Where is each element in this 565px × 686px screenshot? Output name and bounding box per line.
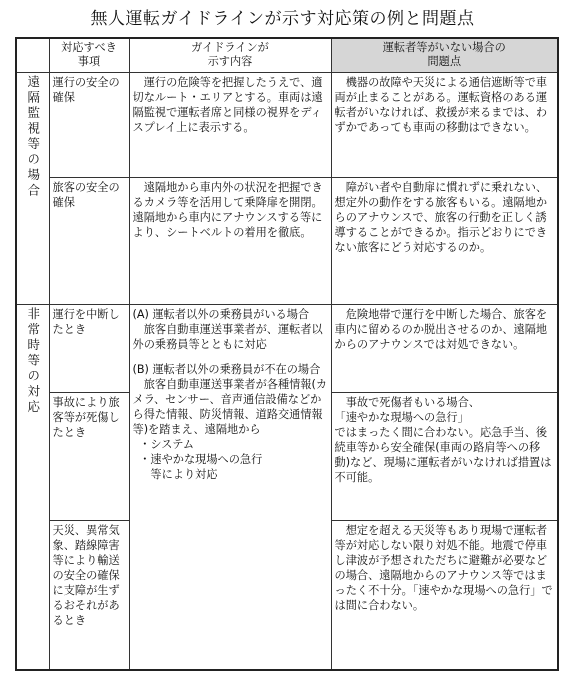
table-row xyxy=(16,304,558,392)
problem-cell: 想定を超える天災等もあり現場で運転者等が対応しない限り対処不能。地震で停車し津波が予想されただちに避難が必要などの場合、遠隔地からのアナウンス等ではまったく不十分。「速やかな現場への急行」では間に合わない。 xyxy=(331,520,558,670)
header-guideline: ガイドラインが 示す内容 xyxy=(129,38,331,72)
guideline-cell: (A) 運転者以外の乗務員がいる場合 旅客自動車運送事業者が、運転者以外の乗務員等とともに対応 (B) 運転者以外の乗務員が不在の場合 旅客自動車運送事業者が各種情報(カメラ、センサー、音声通信設備などから得た情報、防災情報、道路交通情報等)を踏まえ、遠隔地から ・システム ・速やかな現場への急行 等により対応 xyxy=(129,304,331,670)
item-cell: 天災、異常気象、踏線障害等により輸送の安全の確保に支障が生ずるおそれがあるとき xyxy=(49,520,129,670)
table-row xyxy=(16,72,558,177)
header-corner xyxy=(16,38,49,72)
item-cell: 旅客の安全の確保 xyxy=(49,177,129,304)
header-row xyxy=(16,38,558,72)
countermeasure-table xyxy=(15,37,559,671)
table-row xyxy=(16,177,558,304)
item-cell: 事故により旅客等が死傷したとき xyxy=(49,392,129,520)
category-remote: 遠隔監視等の場合 xyxy=(16,72,49,304)
problem-cell: 機器の故障や天災による通信遮断等で車両が止まることがある。運転資格のある運転者がいなければ、救援が来るまでは、わずかであっても車両の移動はできない。 xyxy=(331,72,558,177)
problem-cell: 事故で死傷者もいる場合、 「速やかな現場への急行」 ではまったく間に合わない。応急手当、後続車等から安全確保(車両の路肩等への移動)など、現場に運転者がいなければ措置は不可能。 xyxy=(331,392,558,520)
item-cell: 運行の安全の確保 xyxy=(49,72,129,177)
guideline-cell: 運行の危険等を把握したうえで、適切なルート・エリアとする。車両は遠隔監視で運転者席と同様の視界をディスプレイ上に表示する。 xyxy=(129,72,331,177)
problem-cell: 危険地帯で運行を中断した場合、旅客を車内に留めるのか脱出させるのか、遠隔地からのアナウンスでは対処できない。 xyxy=(331,304,558,392)
page-title: 無人運転ガイドラインが示す対応策の例と問題点 xyxy=(90,9,475,29)
header-item: 対応すべき 事項 xyxy=(49,38,129,72)
category-emergency: 非常時等の対応 xyxy=(16,304,49,670)
guideline-cell: 遠隔地から車内外の状況を把握できるカメラ等を活用して乗降扉を開閉。遠隔地から車内にアナウンスする等により、シートベルトの着用を徹底。 xyxy=(129,177,331,304)
item-cell: 運行を中断したとき xyxy=(49,304,129,392)
problem-cell: 障がい者や自動扉に慣れずに乗れない、想定外の動作をする旅客もいる。遠隔地からのアナウンスで、旅客の行動を正しく誘導することができるか。指示どおりにできない旅客にどう対応するのか。 xyxy=(331,177,558,304)
header-problem: 運転者等がいない場合の 問題点 xyxy=(331,38,558,72)
